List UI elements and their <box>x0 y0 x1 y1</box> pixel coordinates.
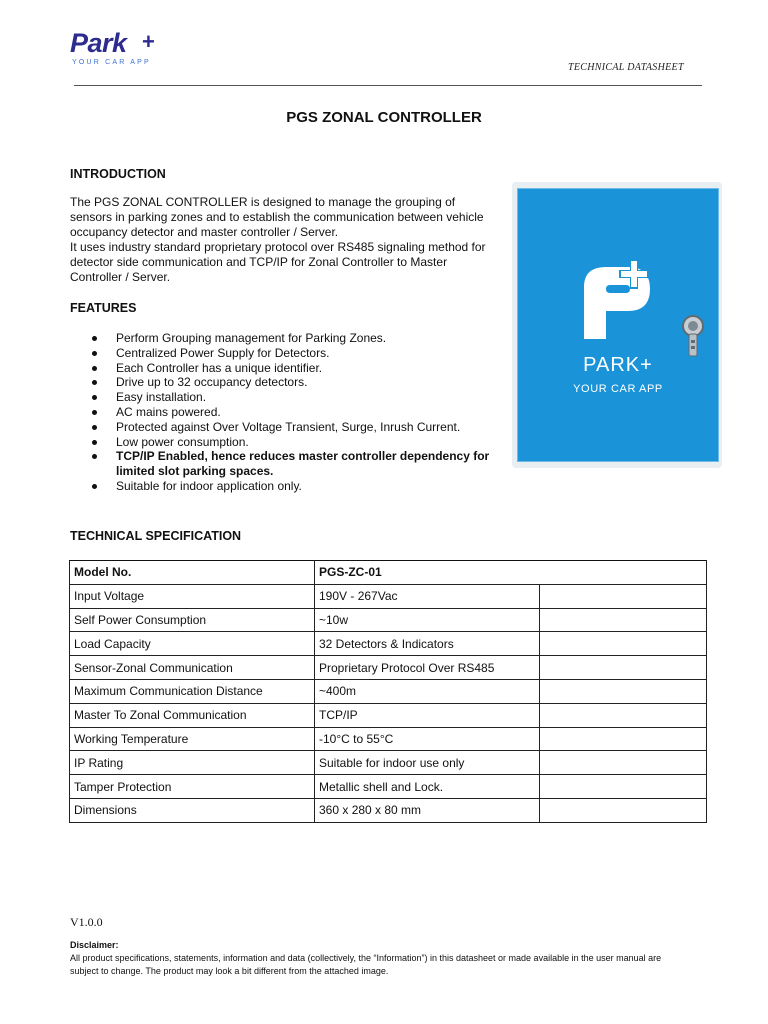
introduction-paragraph-2: It uses industry standard proprietary protocol over RS485 signaling method for detector side communication and TCP/IP for Zonal Controller to Master Controller / Server. <box>70 240 486 284</box>
table-cell: Self Power Consumption <box>70 608 315 632</box>
table-row <box>70 775 707 799</box>
page-title: PGS ZONAL CONTROLLER <box>286 109 482 126</box>
logo-tagline: YOUR CAR APP <box>72 59 151 66</box>
feature-item: Low power consumption. <box>70 435 500 450</box>
enclosure-brand-name: PARK+ <box>583 354 653 376</box>
table-header-cell: PGS-ZC-01 <box>315 561 707 585</box>
header-divider <box>74 85 702 86</box>
table-row <box>70 798 707 822</box>
table-cell: Master To Zonal Communication <box>70 703 315 727</box>
table-cell <box>540 656 707 680</box>
feature-item: Centralized Power Supply for Detectors. <box>70 346 500 361</box>
table-cell: TCP/IP <box>315 703 540 727</box>
table-cell <box>540 632 707 656</box>
table-cell: Dimensions <box>70 798 315 822</box>
features-list <box>70 331 500 494</box>
feature-item-highlight: TCP/IP Enabled, hence reduces master controller dependency for limited slot parking spaces. <box>70 449 500 479</box>
park-plus-logo <box>70 28 170 72</box>
product-image <box>512 182 722 468</box>
feature-item: Drive up to 32 occupancy detectors. <box>70 375 500 390</box>
table-row <box>70 632 707 656</box>
table-cell: Proprietary Protocol Over RS485 <box>315 656 540 680</box>
table-cell <box>540 727 707 751</box>
table-cell: Input Voltage <box>70 584 315 608</box>
table-row <box>70 727 707 751</box>
disclaimer-text: All product specifications, statements, information and data (collectively, the “Information”) in this datasheet or made available in the user manual are subject to change. The product may look a bit different from the attached image. <box>70 953 662 976</box>
table-row <box>70 656 707 680</box>
table-cell: Suitable for indoor use only <box>315 751 540 775</box>
table-cell: -10°C to 55°C <box>315 727 540 751</box>
table-cell <box>540 775 707 799</box>
table-cell: 190V - 267Vac <box>315 584 540 608</box>
table-cell <box>540 751 707 775</box>
table-cell <box>540 584 707 608</box>
logo-plus-mark: + <box>142 29 155 54</box>
table-row <box>70 608 707 632</box>
table-cell: IP Rating <box>70 751 315 775</box>
table-row <box>70 584 707 608</box>
controller-enclosure <box>517 188 719 462</box>
specification-table <box>69 560 707 823</box>
park-plus-p-logo-icon <box>576 259 658 343</box>
features-heading: FEATURES <box>70 301 137 315</box>
feature-item: Protected against Over Voltage Transient, Surge, Inrush Current. <box>70 420 500 435</box>
disclaimer-heading: Disclaimer: <box>70 940 119 950</box>
introduction-paragraph-1: The PGS ZONAL CONTROLLER is designed to manage the grouping of sensors in parking zones and to establish the communication between vehicle occupancy detector and master controller / Server. <box>70 195 484 239</box>
table-row <box>70 751 707 775</box>
document-type-label: TECHNICAL DATASHEET <box>568 62 684 73</box>
feature-item: Easy installation. <box>70 390 500 405</box>
table-header-row <box>70 561 707 585</box>
feature-item: AC mains powered. <box>70 405 500 420</box>
introduction-heading: INTRODUCTION <box>70 167 166 181</box>
technical-specification-heading: TECHNICAL SPECIFICATION <box>70 529 242 543</box>
table-cell: Working Temperature <box>70 727 315 751</box>
table-cell: Sensor-Zonal Communication <box>70 656 315 680</box>
table-cell <box>540 703 707 727</box>
table-cell: ~400m <box>315 679 540 703</box>
enclosure-brand-tagline: YOUR CAR APP <box>573 383 663 395</box>
feature-item: Suitable for indoor application only. <box>70 479 500 494</box>
feature-item: Each Controller has a unique identifier. <box>70 361 500 376</box>
logo-wordmark: Park <box>70 28 127 58</box>
table-cell: Metallic shell and Lock. <box>315 775 540 799</box>
table-cell <box>540 679 707 703</box>
table-row <box>70 703 707 727</box>
feature-item: Perform Grouping management for Parking Zones. <box>70 331 500 346</box>
table-cell <box>540 608 707 632</box>
table-cell: Load Capacity <box>70 632 315 656</box>
table-cell: 360 x 280 x 80 mm <box>315 798 540 822</box>
table-header-cell: Model No. <box>70 561 315 585</box>
introduction-text <box>70 195 495 285</box>
table-cell: Maximum Communication Distance <box>70 679 315 703</box>
table-cell: Tamper Protection <box>70 775 315 799</box>
table-cell <box>540 798 707 822</box>
key-lock-icon <box>680 314 706 360</box>
table-cell: 32 Detectors & Indicators <box>315 632 540 656</box>
document-version: V1.0.0 <box>70 915 103 929</box>
table-row <box>70 679 707 703</box>
table-cell: ~10w <box>315 608 540 632</box>
